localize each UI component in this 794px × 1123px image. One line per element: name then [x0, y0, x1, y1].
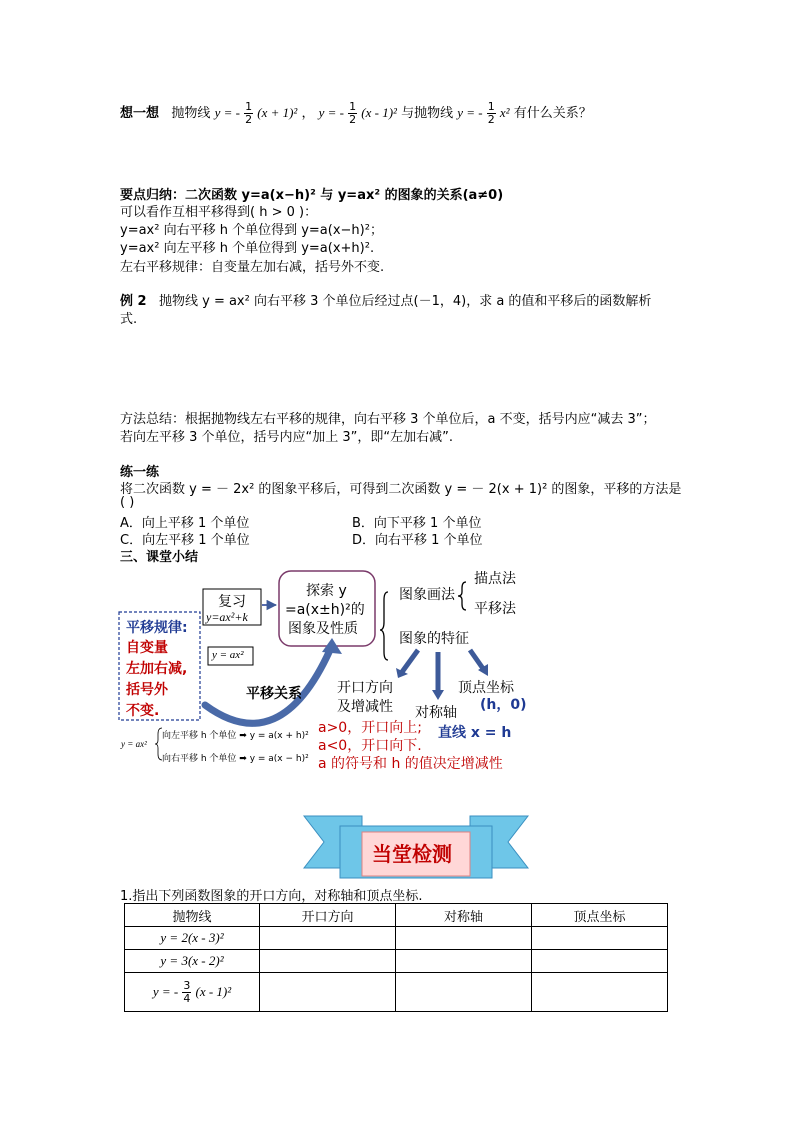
- answer-cell[interactable]: [260, 950, 396, 973]
- base-equation: y = ax²: [212, 649, 244, 661]
- option-a: A．向上平移 1 个单位: [120, 516, 250, 531]
- vertex-value: (h，0): [480, 697, 527, 713]
- table-header: 顶点坐标: [531, 904, 667, 927]
- eq3-pre: y = -: [457, 105, 483, 120]
- answer-cell[interactable]: [531, 973, 667, 1012]
- vertex-label: 顶点坐标: [458, 680, 514, 696]
- answer-cell[interactable]: [531, 927, 667, 950]
- keypoints-line3: y=ax² 向左平移 h 个单位得到 y=a(x+h)².: [120, 241, 375, 256]
- explore-line3: 图象及性质: [288, 621, 358, 637]
- answer-cell[interactable]: [531, 950, 667, 973]
- review-label: 复习: [218, 594, 246, 610]
- practice-line1: 将二次函数 y = － 2x² 的图象平移后，可得到二次函数 y = － 2(x + 1)² 的图象，平移的方法是: [120, 482, 682, 497]
- explore-line2: =a(x±h)²的: [285, 602, 365, 618]
- answer-cell[interactable]: [396, 950, 532, 973]
- question-text: 1.指出下列函数图象的开口方向，对称轴和顶点坐标.: [120, 889, 423, 904]
- think-text3: 有什么关系？: [513, 106, 592, 121]
- example-line2: 式.: [120, 312, 138, 327]
- small-shift-right: 向右平移 h 个单位 ➡ y = a(x − h)²: [162, 754, 309, 764]
- draw-method-b: 平移法: [474, 601, 516, 617]
- rule-title: 平移规律:: [126, 620, 188, 636]
- method-line1: 方法总结：根据抛物线左右平移的规律，向右平移 3 个单位后，a 不变，括号内应“减去 3”；: [120, 412, 656, 427]
- draw-method: 图象画法: [399, 587, 455, 603]
- think-text1: 抛物线: [171, 106, 211, 121]
- eq1-frac: $\frac{1}{2}$: [245, 100, 253, 126]
- table-row: [125, 973, 668, 1012]
- table-row: [125, 950, 668, 973]
- rule-line-4: 不变.: [126, 703, 160, 719]
- features-label: 图象的特征: [399, 631, 469, 647]
- keypoints-line2: y=ax² 向右平移 h 个单位得到 y=a(x−h)²；: [120, 223, 383, 238]
- small-lead-eq: y = ax²: [121, 739, 147, 749]
- eq2-pre: y = -: [318, 105, 345, 120]
- example-line1: 例 2 抛物线 y = ax² 向右平移 3 个单位后经过点(－1，4)，求 a 的值和平移后的函数解析: [120, 294, 652, 309]
- eq2-post: (x - 1)²: [361, 105, 397, 120]
- rule-line-2: 左加右减,: [126, 661, 188, 677]
- option-d: D．向右平移 1 个单位: [352, 533, 483, 548]
- table-header: 抛物线: [125, 904, 260, 927]
- row3-frac: $\frac{3}{4}$: [183, 978, 191, 1005]
- option-c: C．向左平移 1 个单位: [120, 533, 250, 548]
- answer-cell[interactable]: [260, 927, 396, 950]
- rule-line-1: 自变量: [126, 640, 168, 656]
- option-b: B．向下平移 1 个单位: [352, 516, 482, 531]
- eq1-post: (x + 1)²: [257, 105, 298, 120]
- think-line: 想一想 抛物线 y = - $\frac{1}{2}$ (x + 1)² ， y = - $\frac{1}{2}$ (x - 1)² 与抛物线 y = - $\frac{1}{2}$ x² 有什么关系？: [120, 100, 592, 126]
- axis-value: 直线 x = h: [438, 725, 512, 741]
- keypoints-title: 要点归纳：二次函数 y=a(x−h)² 与 y=ax² 的图象的关系(a≠0): [120, 188, 504, 203]
- parabola-cell: y = 2(x - 3)²: [125, 927, 260, 950]
- explore-line1: 探索 y: [306, 583, 347, 599]
- table-header: 开口方向: [260, 904, 396, 927]
- keypoints-line1: 可以看作互相平移得到( h > 0 )：: [120, 205, 318, 220]
- answer-table: [124, 903, 668, 1012]
- axis-symmetry-label: 对称轴: [415, 705, 457, 721]
- rule-line-3: 括号外: [126, 682, 168, 698]
- think-text2: 与抛物线: [401, 106, 454, 121]
- banner-title: 当堂检测: [372, 842, 452, 866]
- table-header: 对称轴: [396, 904, 532, 927]
- review-equation: y=ax²+k: [206, 610, 248, 624]
- open-direction-1: 开口方向: [337, 680, 393, 696]
- eq2-frac: $\frac{1}{2}$: [349, 100, 357, 126]
- think-label: 想一想: [120, 106, 160, 121]
- eq3-post: x²: [499, 105, 510, 120]
- draw-method-a: 描点法: [474, 571, 516, 587]
- answer-cell[interactable]: [260, 973, 396, 1012]
- method-line2: 若向左平移 3 个单位，括号内应“加上 3”，即“左加右减”.: [120, 430, 454, 445]
- practice-blank: ( ): [120, 495, 135, 510]
- keypoints-line4: 左右平移规律：自变量左加右减，括号外不变.: [120, 260, 385, 275]
- table-header-row: [125, 904, 668, 927]
- eq1-pre: y = -: [214, 105, 240, 120]
- summary-title: 三、课堂小结: [120, 550, 199, 565]
- parabola-cell: y = - $\frac{3}{4}$ (x - 1)²: [125, 973, 260, 1012]
- condition-2: a<0，开口向下.: [318, 738, 422, 754]
- shift-relation: 平移关系: [246, 686, 302, 702]
- answer-cell[interactable]: [396, 927, 532, 950]
- parabola-cell: y = 3(x - 2)²: [125, 950, 260, 973]
- open-direction-2: 及增减性: [337, 699, 393, 715]
- table-row: [125, 927, 668, 950]
- answer-cell[interactable]: [396, 973, 532, 1012]
- condition-3: a 的符号和 h 的值决定增减性: [318, 756, 503, 772]
- condition-1: a>0，开口向上;: [318, 720, 422, 736]
- practice-title: 练一练: [120, 465, 160, 480]
- small-shift-left: 向左平移 h 个单位 ➡ y = a(x + h)²: [162, 731, 309, 741]
- eq3-frac: $\frac{1}{2}$: [487, 100, 495, 126]
